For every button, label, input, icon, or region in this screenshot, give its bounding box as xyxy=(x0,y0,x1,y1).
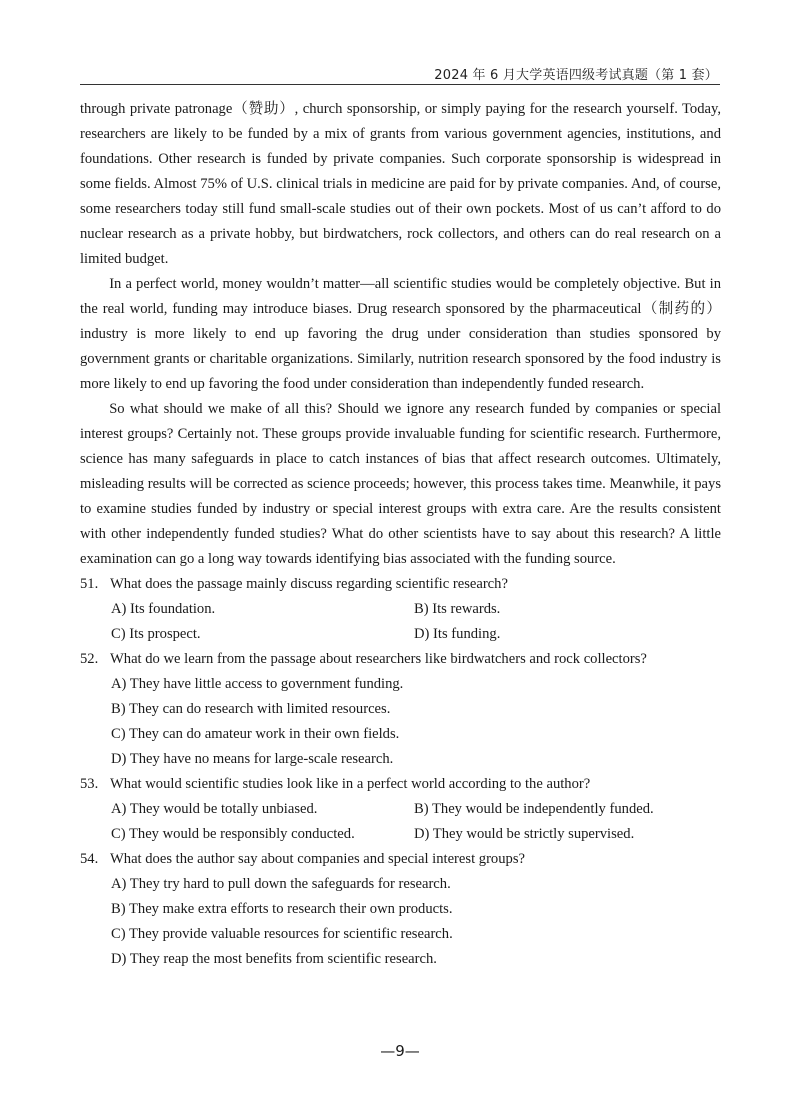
option-b[interactable]: B) They would be independently funded. xyxy=(414,801,654,817)
question-text: What do we learn from the passage about researchers like birdwatchers and rock collectors? xyxy=(110,651,647,667)
page-number: —9— xyxy=(380,1042,420,1060)
question-stem xyxy=(80,772,721,797)
question-text: What does the passage mainly discuss regarding scientific research? xyxy=(110,576,508,592)
option-b[interactable]: B) Its rewards. xyxy=(414,601,501,617)
option-c[interactable]: C) Its prospect. xyxy=(111,626,201,642)
option-d[interactable]: D) They would be strictly supervised. xyxy=(414,826,635,842)
page-header xyxy=(80,62,720,85)
page-content xyxy=(80,97,721,972)
question-54 xyxy=(80,847,721,972)
question-stem xyxy=(80,847,721,872)
option-d[interactable]: D) They reap the most benefits from scientific research. xyxy=(111,951,437,967)
question-text: What does the author say about companies and special interest groups? xyxy=(110,851,525,867)
question-51 xyxy=(80,572,721,647)
option-a[interactable]: A) They try hard to pull down the safeguards for research. xyxy=(111,876,451,892)
option-b[interactable]: B) They make extra efforts to research their own products. xyxy=(111,901,453,917)
option-b[interactable]: B) They can do research with limited resources. xyxy=(111,701,391,717)
question-number: 51. xyxy=(80,576,99,592)
question-text: What would scientific studies look like in a perfect world according to the author? xyxy=(110,776,591,792)
passage-paragraph: So what should we make of all this? Should we ignore any research funded by companies or special interest groups? Certainly not. These groups provide invaluable funding for scientific research. Furthermore, science has many safeguards in place to catch instances of bias that affect research outcomes. Ultimately, misleading results will be corrected as science proceeds; however, this process takes time. Meanwhile, it pays to examine studies funded by industry or special interest groups with extra care. Are the results consistent with other independently funded studies? What do other scientists have to say about this research? A little examination can go a long way towards identifying bias associated with the funding source. xyxy=(80,401,721,567)
option-d[interactable]: D) They have no means for large-scale research. xyxy=(111,751,394,767)
option-a[interactable]: A) Its foundation. xyxy=(111,601,216,617)
question-stem xyxy=(80,572,721,597)
option-a[interactable]: A) They would be totally unbiased. xyxy=(111,801,318,817)
question-number: 53. xyxy=(80,776,99,792)
option-c[interactable]: C) They would be responsibly conducted. xyxy=(111,826,355,842)
option-row xyxy=(80,797,721,822)
passage-paragraph: In a perfect world, money wouldn’t matter—all scientific studies would be completely objective. But in the real world, funding may introduce biases. Drug research sponsored by the pharmaceutical（制药的）industry is more likely to end up favoring the drug under consideration than studies sponsored by government grants or charitable organizations. Similarly, nutrition research sponsored by the food industry is more likely to end up favoring the food under consideration than independently funded research. xyxy=(80,276,721,392)
passage-paragraph: through private patronage（赞助）, church sponsorship, or simply paying for the research yourself. Today, researchers are likely to be funded by a mix of grants from various government agencies, institutions, and foundations. Other research is funded by private companies. Such corporate sponsorship is widespread in some fields. Almost 75% of U.S. clinical trials in medicine are paid for by private companies. And, of course, some researchers today still fund small-scale studies out of their own pockets. Most of us can’t afford to do nuclear research as a private hobby, but birdwatchers, rock collectors, and others can do real research on a limited budget. xyxy=(80,101,721,267)
question-53 xyxy=(80,772,721,847)
option-row xyxy=(80,597,721,622)
option-a[interactable]: A) They have little access to government funding. xyxy=(111,676,404,692)
question-stem xyxy=(80,647,721,672)
question-number: 52. xyxy=(80,651,99,667)
option-row xyxy=(80,622,721,647)
option-c[interactable]: C) They can do amateur work in their own fields. xyxy=(111,726,400,742)
question-52 xyxy=(80,647,721,772)
option-c[interactable]: C) They provide valuable resources for scientific research. xyxy=(111,926,453,942)
header-title: 2024 年 6 月大学英语四级考试真题（第 1 套） xyxy=(434,68,718,83)
question-number: 54. xyxy=(80,851,99,867)
option-d[interactable]: D) Its funding. xyxy=(414,626,501,642)
option-row xyxy=(80,822,721,847)
